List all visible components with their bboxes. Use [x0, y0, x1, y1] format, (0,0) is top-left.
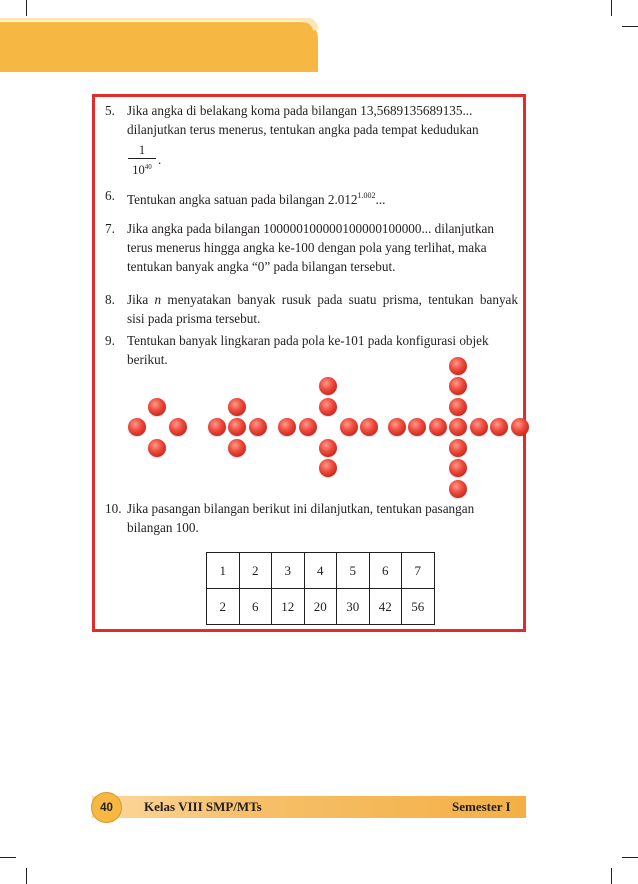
table-cell: 6 — [369, 553, 402, 589]
pattern-circle — [319, 439, 337, 457]
table-cell: 7 — [402, 553, 435, 589]
crop-mark — [26, 868, 27, 884]
question-line: Jika angka di belakang koma pada bilangan 13,5689135689135... — [127, 103, 473, 118]
fraction-bar — [128, 158, 156, 159]
question-8: 8. Jika n menyatakan banyak rusuk pada suatu prisma, tentukan banyak sisi pada prisma tersebut. — [105, 292, 518, 326]
question-number: 6. — [105, 188, 115, 203]
pattern-circle — [148, 398, 166, 416]
question-line: Tentukan banyak lingkaran pada pola ke-101 pada konfigurasi objek — [127, 333, 489, 348]
pattern-circle — [388, 418, 406, 436]
table-cell: 56 — [402, 589, 435, 625]
question-text: Tentukan angka satuan pada bilangan 2.012 — [127, 192, 358, 207]
crop-mark — [26, 0, 27, 16]
pattern-circle — [408, 418, 426, 436]
exponent: 1.002 — [357, 191, 376, 200]
pattern-circle — [319, 459, 337, 477]
table-cell: 6 — [239, 589, 272, 625]
question-line: berikut. — [127, 352, 168, 367]
footer-semester: Semester I — [452, 799, 511, 814]
question-number: 5. — [105, 103, 115, 118]
pairs-table — [206, 552, 435, 625]
crop-mark — [622, 857, 638, 858]
fraction-numerator: 1 — [138, 143, 146, 157]
crop-mark — [611, 0, 612, 16]
pattern-circle — [470, 418, 488, 436]
pattern-circle — [319, 377, 337, 395]
table-cell: 2 — [239, 553, 272, 589]
pattern-circle — [360, 418, 378, 436]
pattern-circle — [449, 377, 467, 395]
table-cell: 2 — [207, 589, 240, 625]
table-cell: 12 — [272, 589, 305, 625]
pattern-circle — [319, 398, 337, 416]
pattern-circle — [278, 418, 296, 436]
question-line: Jika angka pada bilangan 100000100000100000100000... dilanjutkan — [127, 221, 494, 236]
pattern-circle — [511, 418, 529, 436]
question-text: ... — [375, 192, 386, 207]
pattern-circle — [490, 418, 508, 436]
variable-n: n — [154, 292, 162, 307]
table-cell: 42 — [369, 589, 402, 625]
question-line: dilanjutkan terus menerus, tentukan angka pada tempat kedudukan — [127, 122, 479, 137]
pattern-circle — [449, 357, 467, 375]
question-line: terus menerus hingga angka ke-100 dengan pola yang terlihat, maka — [127, 240, 487, 255]
question-line: sisi pada prisma tersebut. — [127, 311, 261, 326]
question-6 — [105, 186, 518, 209]
question-number: 10. — [105, 501, 122, 516]
pattern-circle — [169, 418, 187, 436]
question-number: 8. — [105, 292, 115, 307]
pattern-circle — [449, 480, 467, 498]
pattern-circle — [449, 398, 467, 416]
pattern-circle — [299, 418, 317, 436]
pattern-circle — [340, 418, 358, 436]
question-10 — [105, 499, 518, 537]
question-number: 9. — [105, 333, 115, 348]
table-cell: 3 — [272, 553, 305, 589]
crop-mark — [611, 868, 612, 884]
pattern-circle — [228, 398, 246, 416]
question-line: bilangan 100. — [127, 520, 199, 535]
pattern-circle — [128, 418, 146, 436]
pattern-circle — [228, 439, 246, 457]
crop-mark — [622, 26, 638, 27]
pattern-circle — [148, 439, 166, 457]
table-cell: 1 — [207, 553, 240, 589]
header-band — [0, 18, 320, 72]
page-number: 40 — [91, 792, 122, 823]
pattern-circle — [449, 459, 467, 477]
question-number: 7. — [105, 221, 115, 236]
pattern-circle — [429, 418, 447, 436]
fraction-period: . — [158, 152, 162, 167]
fraction — [128, 143, 156, 177]
crop-mark — [0, 857, 16, 858]
question-7 — [105, 219, 518, 276]
question-5 — [105, 101, 518, 139]
pattern-circle — [449, 439, 467, 457]
pattern-circle — [208, 418, 226, 436]
footer-book-title: Kelas VIII SMP/MTs — [144, 799, 262, 814]
fraction-denominator: $10^{40}$ — [132, 163, 152, 178]
table-cell: 30 — [337, 589, 370, 625]
question-line: tentukan banyak angka “0” pada bilangan tersebut. — [127, 259, 396, 274]
pattern-circle — [228, 418, 246, 436]
table-row — [207, 553, 435, 589]
question-line: Jika pasangan bilangan berikut ini dilanjutkan, tentukan pasangan — [127, 501, 475, 516]
table-row — [207, 589, 435, 625]
pattern-circle — [249, 418, 267, 436]
pattern-circle — [449, 418, 467, 436]
table-cell: 5 — [337, 553, 370, 589]
table-cell: 20 — [304, 589, 337, 625]
table-cell: 4 — [304, 553, 337, 589]
